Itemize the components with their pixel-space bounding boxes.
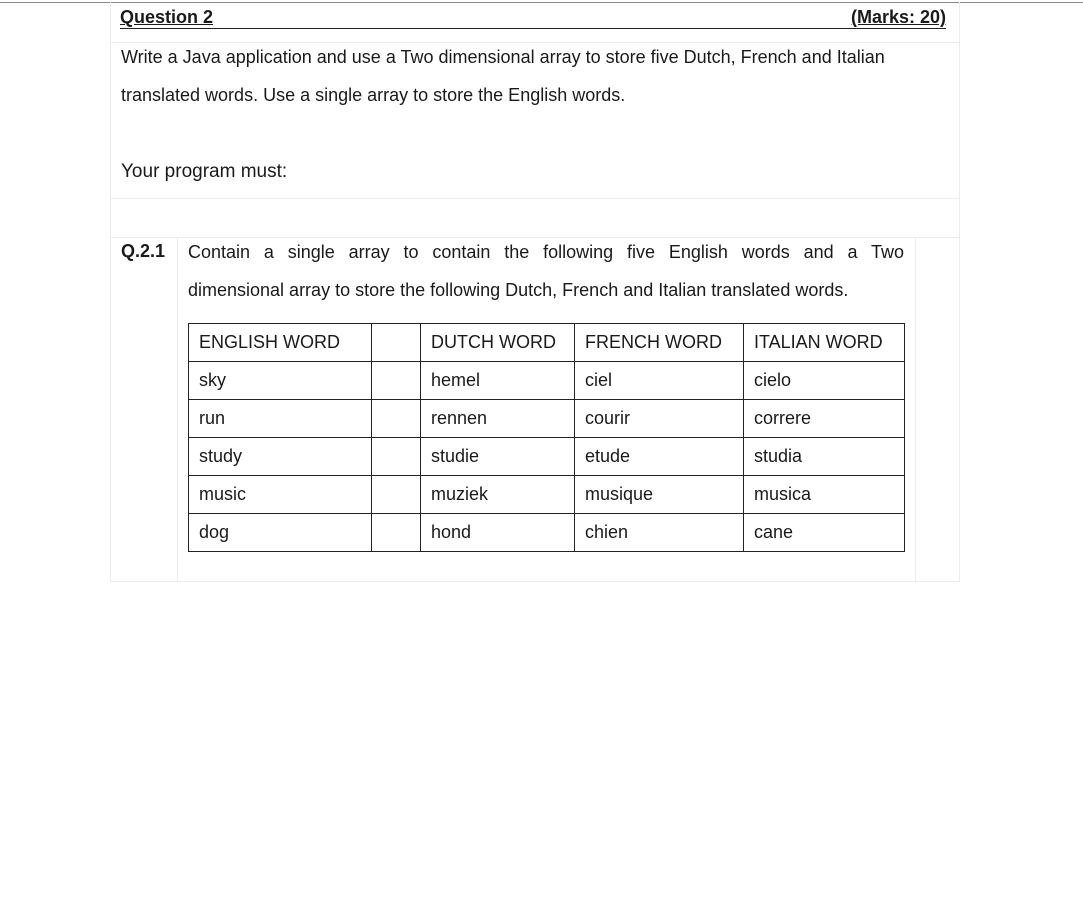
section-divider xyxy=(110,42,960,43)
cell-english: dog xyxy=(189,514,372,552)
cell-french: ciel xyxy=(575,362,744,400)
cell-french: courir xyxy=(575,400,744,438)
header-english: ENGLISH WORD xyxy=(189,324,372,362)
cell-dutch: rennen xyxy=(421,400,575,438)
table-row xyxy=(189,438,905,476)
empty-gap-cell xyxy=(372,476,421,514)
question-marks: (Marks: 20) xyxy=(850,7,946,27)
cell-italian: cane xyxy=(744,514,905,552)
cell-italian: musica xyxy=(744,476,905,514)
table-row xyxy=(189,400,905,438)
sub-question-line-2: dimensional array to store the following Dutch, French and Italian translated words. xyxy=(188,280,849,300)
cell-english: music xyxy=(189,476,372,514)
table-row xyxy=(189,476,905,514)
empty-gap-cell xyxy=(372,362,421,400)
question-heading xyxy=(120,6,946,29)
cell-english: run xyxy=(189,400,372,438)
empty-gap-cell xyxy=(372,514,421,552)
cell-french: chien xyxy=(575,514,744,552)
question-title: Question 2 xyxy=(120,7,214,27)
empty-gap-cell xyxy=(372,438,421,476)
cell-italian: cielo xyxy=(744,362,905,400)
cell-dutch: hond xyxy=(421,514,575,552)
cell-dutch: hemel xyxy=(421,362,575,400)
header-french: FRENCH WORD xyxy=(575,324,744,362)
sub-question-line-1: Contain a single array to contain the following five English words and a Two xyxy=(188,242,904,262)
translation-table xyxy=(188,323,905,552)
cell-dutch: studie xyxy=(421,438,575,476)
cell-english: sky xyxy=(189,362,372,400)
intro-line-1: Write a Java application and use a Two dimensional array to store five Dutch, French and Italian xyxy=(121,47,885,67)
column-divider xyxy=(177,237,178,582)
table-row xyxy=(189,362,905,400)
cell-french: musique xyxy=(575,476,744,514)
column-divider xyxy=(915,237,916,582)
empty-gap-cell xyxy=(372,400,421,438)
section-divider xyxy=(110,198,960,199)
table-row xyxy=(189,514,905,552)
empty-gap-cell xyxy=(372,324,421,362)
section-divider xyxy=(110,237,960,238)
table-header-row xyxy=(189,324,905,362)
cell-french: etude xyxy=(575,438,744,476)
header-italian: ITALIAN WORD xyxy=(744,324,905,362)
intro-line-2: translated words. Use a single array to store the English words. xyxy=(121,85,626,105)
sub-question-number: Q.2.1 xyxy=(121,241,166,261)
cell-dutch: muziek xyxy=(421,476,575,514)
header-dutch: DUTCH WORD xyxy=(421,324,575,362)
cell-english: study xyxy=(189,438,372,476)
cell-italian: studia xyxy=(744,438,905,476)
cell-italian: correre xyxy=(744,400,905,438)
program-must-label: Your program must: xyxy=(121,161,288,182)
